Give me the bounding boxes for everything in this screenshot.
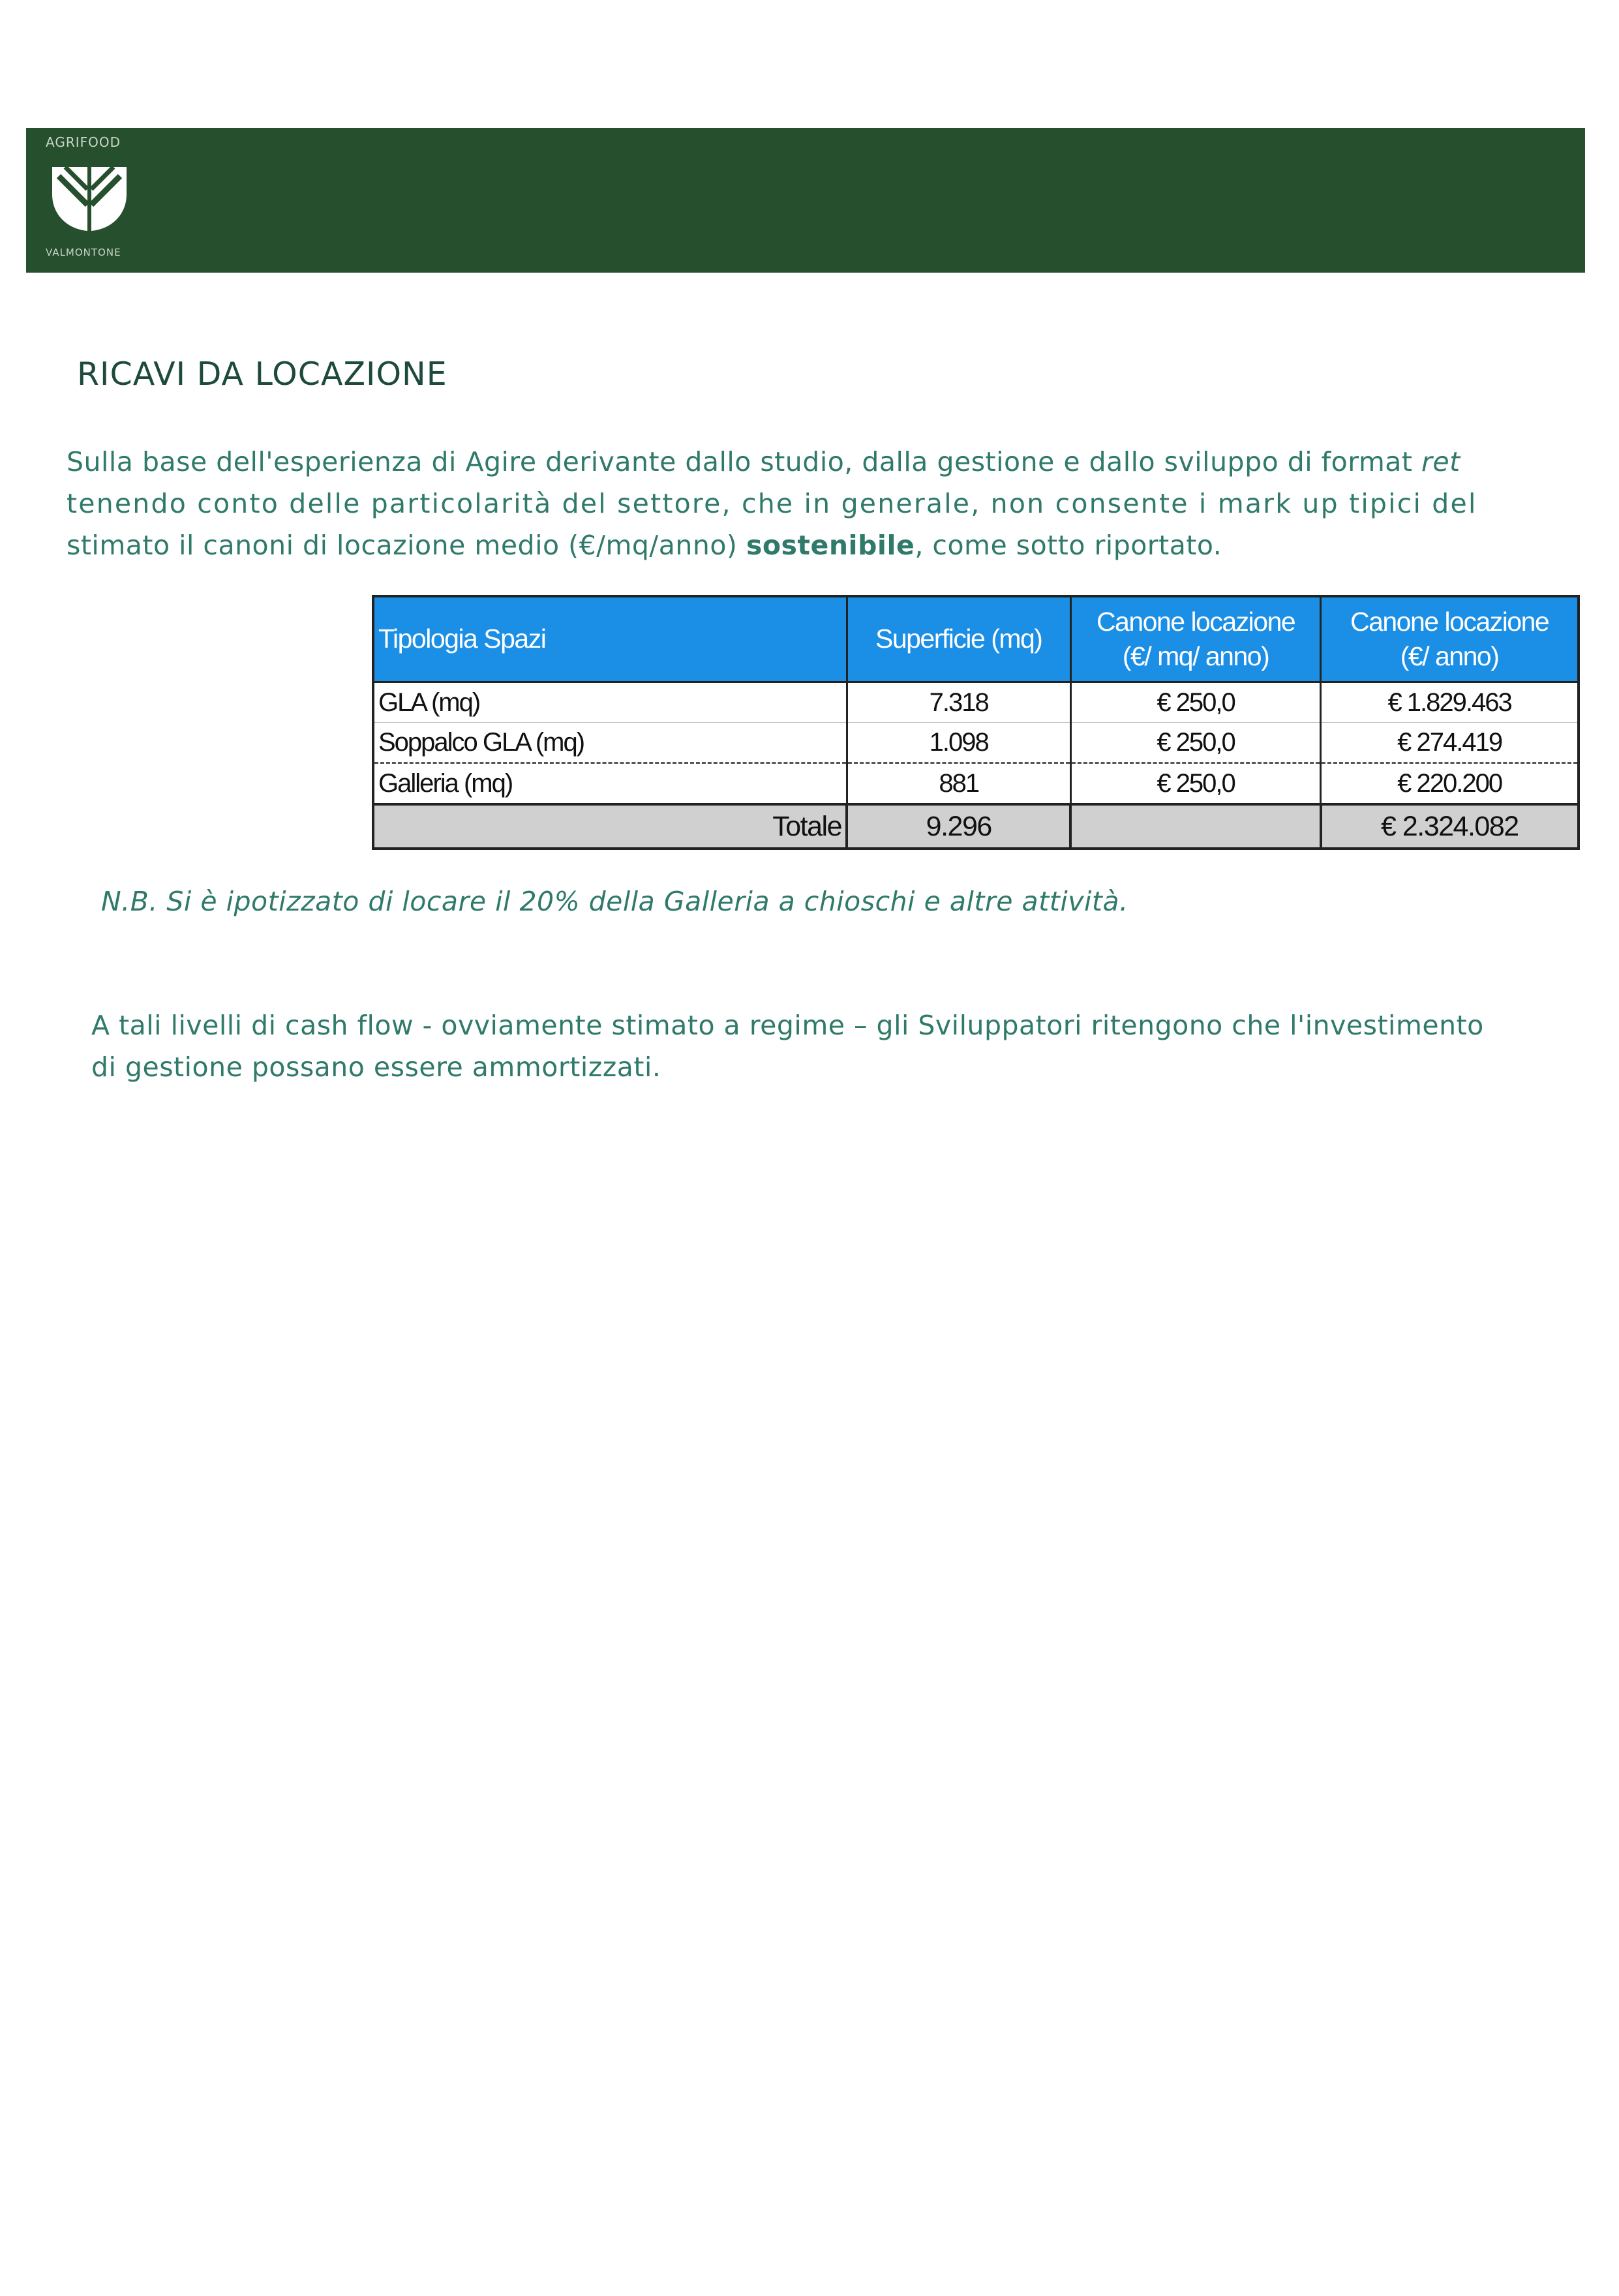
cell-superficie: 1.098: [847, 723, 1070, 763]
leaf-icon: [47, 154, 132, 242]
intro-bold-word: sostenibile: [746, 530, 915, 561]
cell-canone-mq: € 250,0: [1070, 723, 1320, 763]
nb-note: N.B. Si è ipotizzato di locare il 20% della Galleria a chioschi e altre attività.: [101, 886, 1128, 917]
table-row: [373, 763, 1579, 805]
total-canone-anno: € 2.324.082: [1321, 804, 1579, 849]
total-canone-mq-empty: [1070, 804, 1320, 849]
header-banner: [26, 128, 1585, 273]
cell-tipologia: Galleria (mq): [373, 763, 847, 805]
header-canone-anno-line1: Canone locazione: [1350, 606, 1549, 637]
total-row: [373, 804, 1579, 849]
header-tipologia: Tipologia Spazi: [373, 596, 847, 682]
header-superficie: Superficie (mq): [847, 596, 1070, 682]
header-canone-anno: [1321, 596, 1579, 682]
rent-revenue-table: [372, 595, 1580, 850]
closing-line-1: A tali livelli di cash flow - ovviamente stimato a regime – gli Sviluppatori ritengono che l'investimento: [91, 1010, 1484, 1041]
agrifood-logo: [26, 128, 130, 273]
cell-superficie: 7.318: [847, 682, 1070, 723]
cell-canone-mq: € 250,0: [1070, 682, 1320, 723]
intro-line-1: [67, 446, 1580, 477]
intro-cut-word: ret: [1421, 446, 1460, 477]
header-canone-mq-line1: Canone locazione: [1096, 606, 1295, 637]
intro-text-3a: stimato il canoni di locazione medio (€/mq/anno): [67, 530, 746, 561]
total-label: Totale: [373, 804, 847, 849]
logo-bottom-text: VALMONTONE: [46, 247, 121, 258]
header-canone-anno-line2: (€/ anno): [1400, 641, 1499, 671]
intro-line-3: [67, 530, 1580, 561]
cell-canone-anno: € 220.200: [1321, 763, 1579, 805]
header-canone-mq-line2: (€/ mq/ anno): [1122, 641, 1269, 671]
cell-superficie: 881: [847, 763, 1070, 805]
table-row: [373, 682, 1579, 723]
total-superficie: 9.296: [847, 804, 1070, 849]
cell-canone-anno: € 274.419: [1321, 723, 1579, 763]
cell-canone-anno: € 1.829.463: [1321, 682, 1579, 723]
header-canone-mq: [1070, 596, 1320, 682]
logo-top-text: AGRIFOOD: [46, 134, 121, 150]
closing-line-2: di gestione possano essere ammortizzati.: [91, 1051, 661, 1083]
table-header-row: [373, 596, 1579, 682]
intro-line-2: tenendo conto delle particolarità del settore, che in generale, non consente i mark up tipici del: [67, 488, 1477, 519]
section-heading: RICAVI DA LOCAZIONE: [77, 355, 447, 393]
cell-canone-mq: € 250,0: [1070, 763, 1320, 805]
intro-text-3b: , come sotto riportato.: [915, 530, 1222, 561]
table-row: [373, 723, 1579, 763]
cell-tipologia: GLA (mq): [373, 682, 847, 723]
cell-tipologia: Soppalco GLA (mq): [373, 723, 847, 763]
intro-text-1: Sulla base dell'esperienza di Agire derivante dallo studio, dalla gestione e dallo sviluppo di format: [67, 446, 1421, 477]
